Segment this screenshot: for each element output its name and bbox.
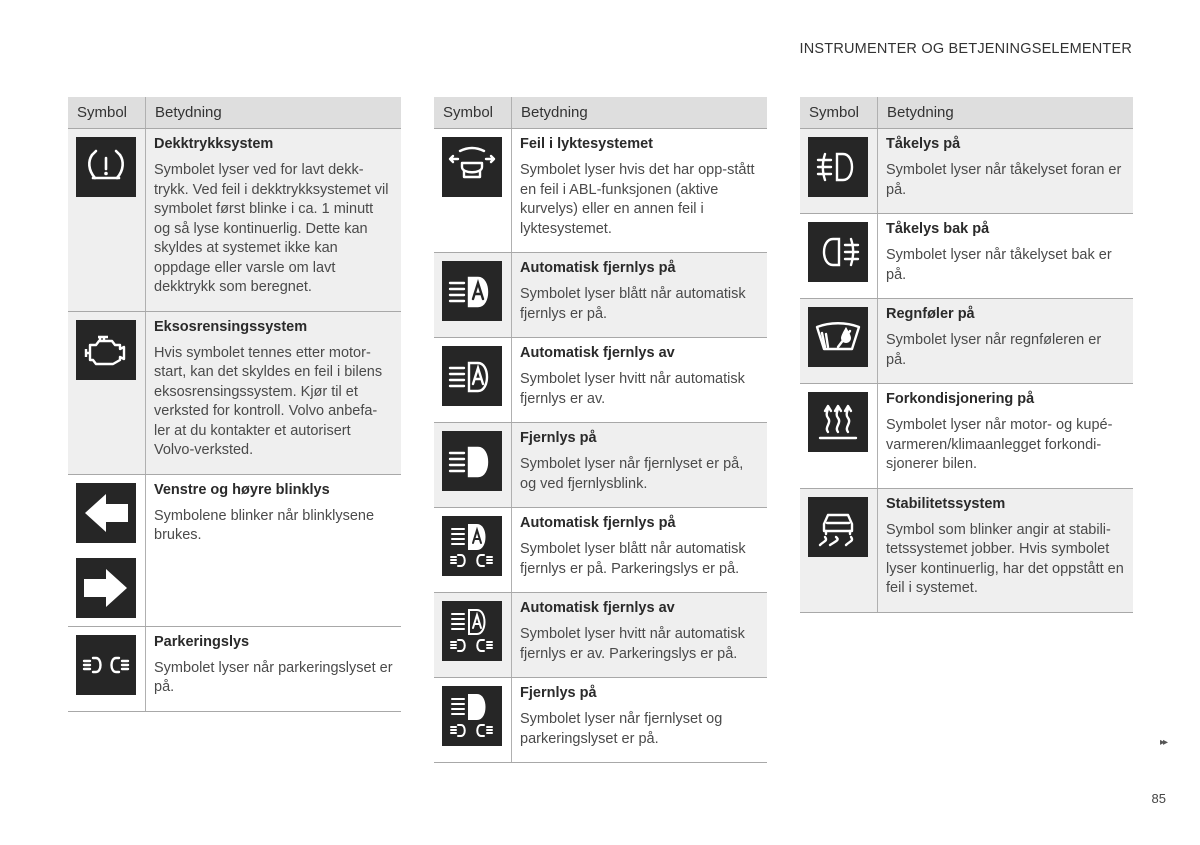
row-description: Symbolet lyser blått når automatisk fjernlys er på. bbox=[520, 286, 746, 322]
table-row bbox=[434, 129, 767, 253]
row-description: Symbolet lyser når tåkelyset bak er på. bbox=[886, 247, 1112, 283]
auto-high-beam-parking-off-icon bbox=[442, 601, 502, 661]
row-description: Hvis symbolet tennes etter motor-start, kan det skyldes en feil i bilens eksosrensingssystem. Kjør til et verksted for kontroll. Volvo anbefa-ler at du kontakter et autorisert Volvo-verksted. bbox=[154, 344, 383, 458]
table-row bbox=[800, 384, 1133, 489]
row-title: Eksosrensingssystem bbox=[154, 318, 308, 335]
table-row bbox=[800, 488, 1133, 612]
table-row bbox=[434, 338, 767, 423]
table-header-row bbox=[434, 97, 767, 129]
table-row bbox=[800, 129, 1133, 214]
row-description: Symbolet lyser når parkeringslyset er på. bbox=[154, 659, 393, 695]
light-system-fault-icon bbox=[442, 137, 502, 197]
row-title: Venstre og høyre blinklys bbox=[154, 481, 330, 498]
row-title: Automatisk fjernlys av bbox=[520, 600, 675, 616]
table-header-row bbox=[68, 97, 401, 129]
continue-marker: ▸▸ bbox=[1159, 737, 1166, 748]
symbol-table-2 bbox=[434, 97, 767, 763]
row-title: Dekktrykksystem bbox=[154, 136, 274, 152]
page-header: INSTRUMENTER OG BETJENINGSELEMENTER bbox=[799, 41, 1132, 57]
row-title: Automatisk fjernlys av bbox=[520, 345, 675, 361]
row-description: Symbol som blinker angir at stabili-tetssystemet jobber. Hvis symbolet lyser kontinuerlig, har det oppstått en feil i systemet. bbox=[886, 521, 1124, 596]
table-row bbox=[800, 214, 1133, 299]
row-description: Symbolet lyser når regnføleren er på. bbox=[886, 332, 1102, 368]
row-title: Automatisk fjernlys på bbox=[520, 260, 676, 276]
symbol-table-3 bbox=[800, 97, 1133, 613]
tire-pressure-icon bbox=[76, 137, 136, 197]
row-title: Fjernlys på bbox=[520, 430, 597, 446]
row-description: Symbolet lyser blått når automatisk fjernlys er på. Parkeringslys er på. bbox=[520, 541, 746, 577]
engine-icon bbox=[76, 320, 136, 380]
row-title: Automatisk fjernlys på bbox=[520, 515, 676, 531]
left-arrow-icon bbox=[76, 483, 136, 543]
row-title: Feil i lyktesystemet bbox=[520, 136, 653, 152]
rear-fog-light-icon bbox=[808, 222, 868, 282]
symbol-table-1 bbox=[68, 97, 401, 712]
row-title: Stabilitetssystem bbox=[886, 495, 1006, 512]
page-number: 85 bbox=[1151, 791, 1166, 806]
table-row bbox=[434, 508, 767, 593]
table-row bbox=[434, 253, 767, 338]
row-title: Tåkelys bak på bbox=[886, 221, 990, 237]
table-row bbox=[434, 593, 767, 678]
column-header-symbol: Symbol bbox=[800, 97, 878, 129]
row-description: Symbolet lyser når fjernlyset og parkeringslyset er på. bbox=[520, 711, 723, 747]
column-header-meaning: Betydning bbox=[146, 97, 402, 129]
row-description: Symbolet lyser når motor- og kupé-varmeren/klimaanlegget forkondi-sjonerer bilen. bbox=[886, 417, 1113, 472]
row-title: Forkondisjonering på bbox=[886, 391, 1035, 407]
rain-sensor-icon bbox=[808, 307, 868, 367]
high-beam-parking-icon bbox=[442, 686, 502, 746]
table-row bbox=[434, 423, 767, 508]
table-row bbox=[68, 311, 401, 474]
table-row bbox=[68, 626, 401, 711]
row-description: Symbolet lyser når tåkelyset foran er på. bbox=[886, 162, 1122, 198]
row-title: Fjernlys på bbox=[520, 685, 597, 701]
table-row bbox=[800, 299, 1133, 384]
column-header-symbol: Symbol bbox=[68, 97, 146, 129]
column-header-meaning: Betydning bbox=[512, 97, 768, 129]
row-title: Regnføler på bbox=[886, 306, 975, 322]
row-title: Parkeringslys bbox=[154, 633, 250, 650]
stability-system-icon bbox=[808, 497, 868, 557]
row-description: Symbolet lyser når fjernlyset er på, og ved fjernlysblink. bbox=[520, 456, 744, 492]
column-header-symbol: Symbol bbox=[434, 97, 512, 129]
row-description: Symbolet lyser hvis det har opp-stått en feil i ABL-funksjonen (aktive kurvelys) eller en annen feil i lyktesystemet. bbox=[520, 162, 755, 237]
right-arrow-icon bbox=[76, 558, 136, 618]
row-description: Symbolet lyser hvitt når automatisk fjernlys er av. bbox=[520, 371, 745, 407]
auto-high-beam-on-icon bbox=[442, 261, 502, 321]
parking-light-icon bbox=[76, 635, 136, 695]
table-header-row bbox=[800, 97, 1133, 129]
table-row bbox=[68, 129, 401, 312]
front-fog-light-icon bbox=[808, 137, 868, 197]
table-row bbox=[68, 474, 401, 626]
row-description: Symbolene blinker når blinklysene brukes. bbox=[154, 507, 375, 543]
auto-high-beam-parking-on-icon bbox=[442, 516, 502, 576]
preconditioning-icon bbox=[808, 392, 868, 452]
table-row bbox=[434, 678, 767, 763]
high-beam-icon bbox=[442, 431, 502, 491]
auto-high-beam-off-icon bbox=[442, 346, 502, 406]
column-header-meaning: Betydning bbox=[878, 97, 1134, 129]
row-description: Symbolet lyser ved for lavt dekk-trykk. Ved feil i dekktrykksystemet vil symbolet først blinke i ca. 1 minutt og så lyse kontinuerlig. Dette kan skyldes at systemet ikke kan oppdage eller varsle om lavt dekktrykk som beregnet. bbox=[154, 162, 389, 295]
row-title: Tåkelys på bbox=[886, 136, 961, 152]
row-description: Symbolet lyser hvitt når automatisk fjernlys er av. Parkeringslys er på. bbox=[520, 626, 745, 662]
